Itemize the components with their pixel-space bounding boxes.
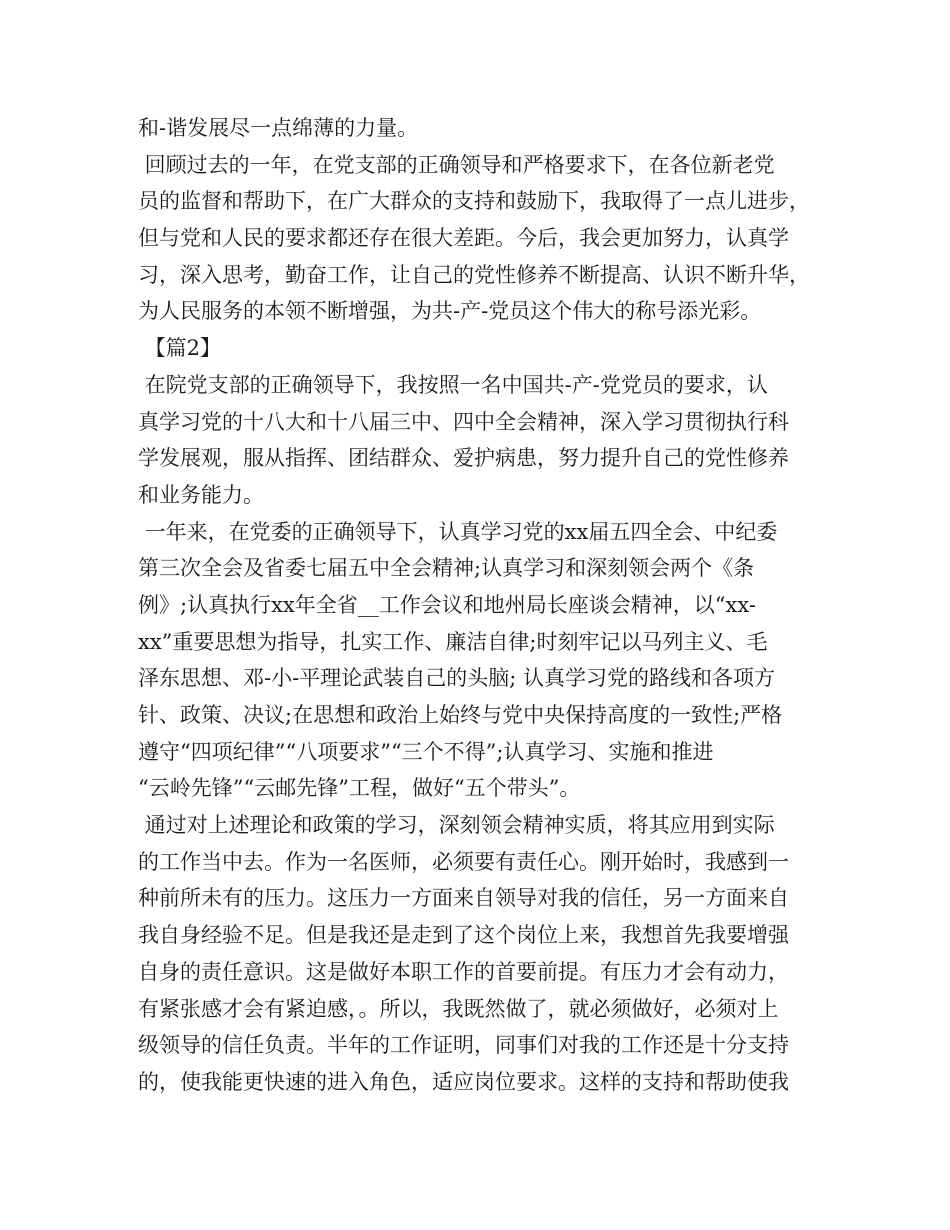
text-line: 在院党支部的正确领导下，我按照一名中国共-产-党党员的要求，认	[138, 372, 768, 397]
text-line: 例》;认真执行xx年全省__工作会议和地州局长座谈会精神，以“xx-	[138, 592, 756, 617]
text-line: 有紧张感才会有紧迫感，。所以，我既然做了，就必须做好，必须对上	[138, 996, 779, 1021]
text-line: 针、政策、决议;在思想和政治上始终与党中央保持高度的一致性;严格	[138, 703, 783, 727]
text-line: 遵守“四项纪律”“八项要求”“三个不得”;认真学习、实施和推进	[138, 739, 714, 764]
text-line: 和业务能力。	[138, 482, 264, 507]
text-line: 回顾过去的一年，在党支部的正确领导和严格要求下，在各位新老党	[138, 152, 775, 177]
text-line: 种前所未有的压力。这压力一方面来自领导对我的信任，另一方面来自	[138, 886, 789, 911]
text-line: “云岭先锋”“云邮先锋”工程，做好“五个带头”。	[138, 776, 581, 801]
text-line: 为人民服务的本领不断增强，为共-产-党员这个伟大的称号添光彩。	[138, 299, 762, 324]
text-line: 学发展观，服从指挥、团结群众、爱护病患，努力提升自己的党性修养	[138, 446, 789, 471]
text-line: 习，深入思考，勤奋工作，让自己的党性修养不断提高、认识不断升华，	[138, 262, 810, 287]
text-line: 真学习党的十八大和十八届三中、四中全会精神，深入学习贯彻执行科	[138, 409, 789, 434]
text-line: 级领导的信任负责。半年的工作证明，同事们对我的工作还是十分支持	[138, 1033, 789, 1058]
text-line: 一年来，在党委的正确领导下，认真学习党的xx届五四全会、中纪委	[138, 519, 778, 544]
text-line: 通过对上述理论和政策的学习，深刻领会精神实质，将其应用到实际	[138, 813, 775, 838]
text-line: 员的监督和帮助下，在广大群众的支持和鼓励下，我取得了一点儿进步，	[138, 189, 810, 214]
document-body	[138, 110, 818, 1101]
text-line: 第三次全会及省委七届五中全会精神;认真学习和深刻领会两个《条	[138, 556, 755, 581]
text-line: xx”重要思想为指导，扎实工作、廉洁自律;时刻牢记以马列主义、毛	[138, 629, 768, 654]
text-line: 和-谐发展尽一点绵薄的力量。	[138, 116, 419, 140]
text-line: 的工作当中去。作为一名医师，必须要有责任心。刚开始时，我感到一	[138, 849, 789, 874]
text-line: 我自身经验不足。但是我还是走到了这个岗位上来，我想首先我要增强	[138, 923, 789, 948]
text-line: 但与党和人民的要求都还存在很大差距。今后，我会更加努力，认真学	[138, 226, 789, 251]
text-line: 泽东思想、邓-小-平理论武装自己的头脑; 认真学习党的路线和各项方	[138, 666, 775, 691]
text-line: 的，使我能更快速的进入角色，适应岗位要求。这样的支持和帮助使我	[138, 1069, 789, 1094]
section-heading: 【篇2】	[138, 336, 222, 361]
text-line: 自身的责任意识。这是做好本职工作的首要前提。有压力才会有动力，	[138, 959, 789, 984]
